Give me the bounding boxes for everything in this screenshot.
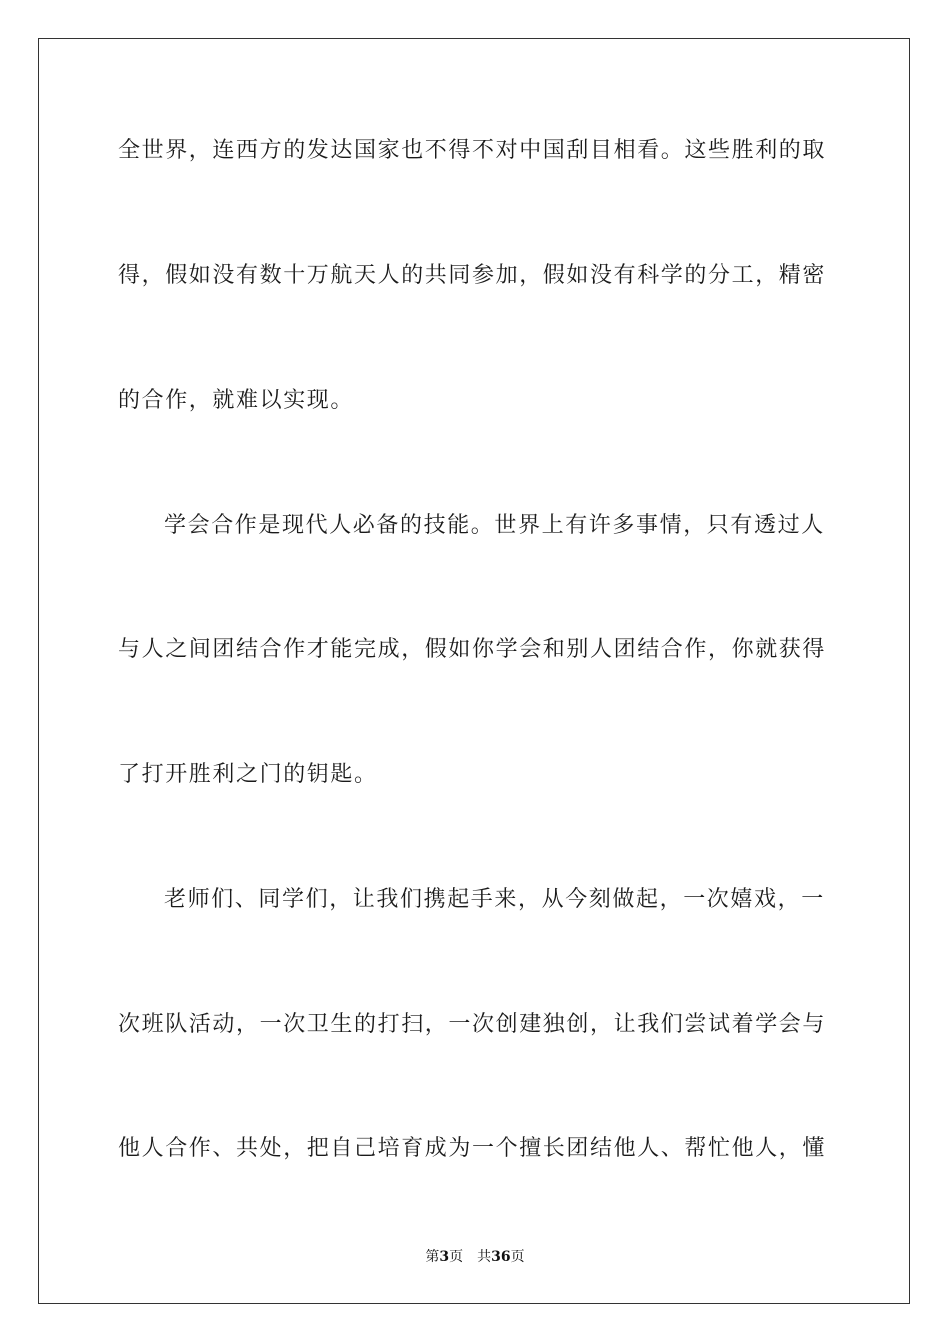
paragraph-line-9: 他人合作、共处，把自己培育成为一个擅长团结他人、帮忙他人，懂 — [118, 1136, 827, 1161]
paragraph-line-4: 学会合作是现代人必备的技能。世界上有许多事情，只有透过人 — [164, 513, 825, 538]
page-footer — [0, 1248, 950, 1266]
paragraph-line-8: 次班队活动，一次卫生的打扫，一次创建独创，让我们尝试着学会与 — [118, 1012, 827, 1037]
paragraph-line-3: 的合作，就难以实现。 — [118, 388, 355, 413]
total-prefix: 共 — [477, 1249, 492, 1265]
paragraph-line-6: 了打开胜利之门的钥匙。 — [118, 762, 378, 787]
paragraph-line-5: 与人之间团结合作才能完成，假如你学会和别人团结合作，你就获得 — [118, 637, 827, 662]
page-prefix: 第 — [425, 1249, 440, 1265]
total-pages: 36 — [491, 1249, 511, 1265]
page-suffix: 页 — [449, 1249, 464, 1265]
page-number: 3 — [439, 1249, 450, 1265]
paragraph-line-2: 得，假如没有数十万航天人的共同参加，假如没有科学的分工，精密 — [118, 263, 827, 288]
total-suffix: 页 — [510, 1249, 525, 1265]
paragraph-line-1: 全世界，连西方的发达国家也不得不对中国刮目相看。这些胜利的取 — [118, 138, 827, 163]
paragraph-line-7: 老师们、同学们，让我们携起手来，从今刻做起，一次嬉戏，一 — [164, 887, 825, 912]
page-frame — [38, 38, 910, 1304]
